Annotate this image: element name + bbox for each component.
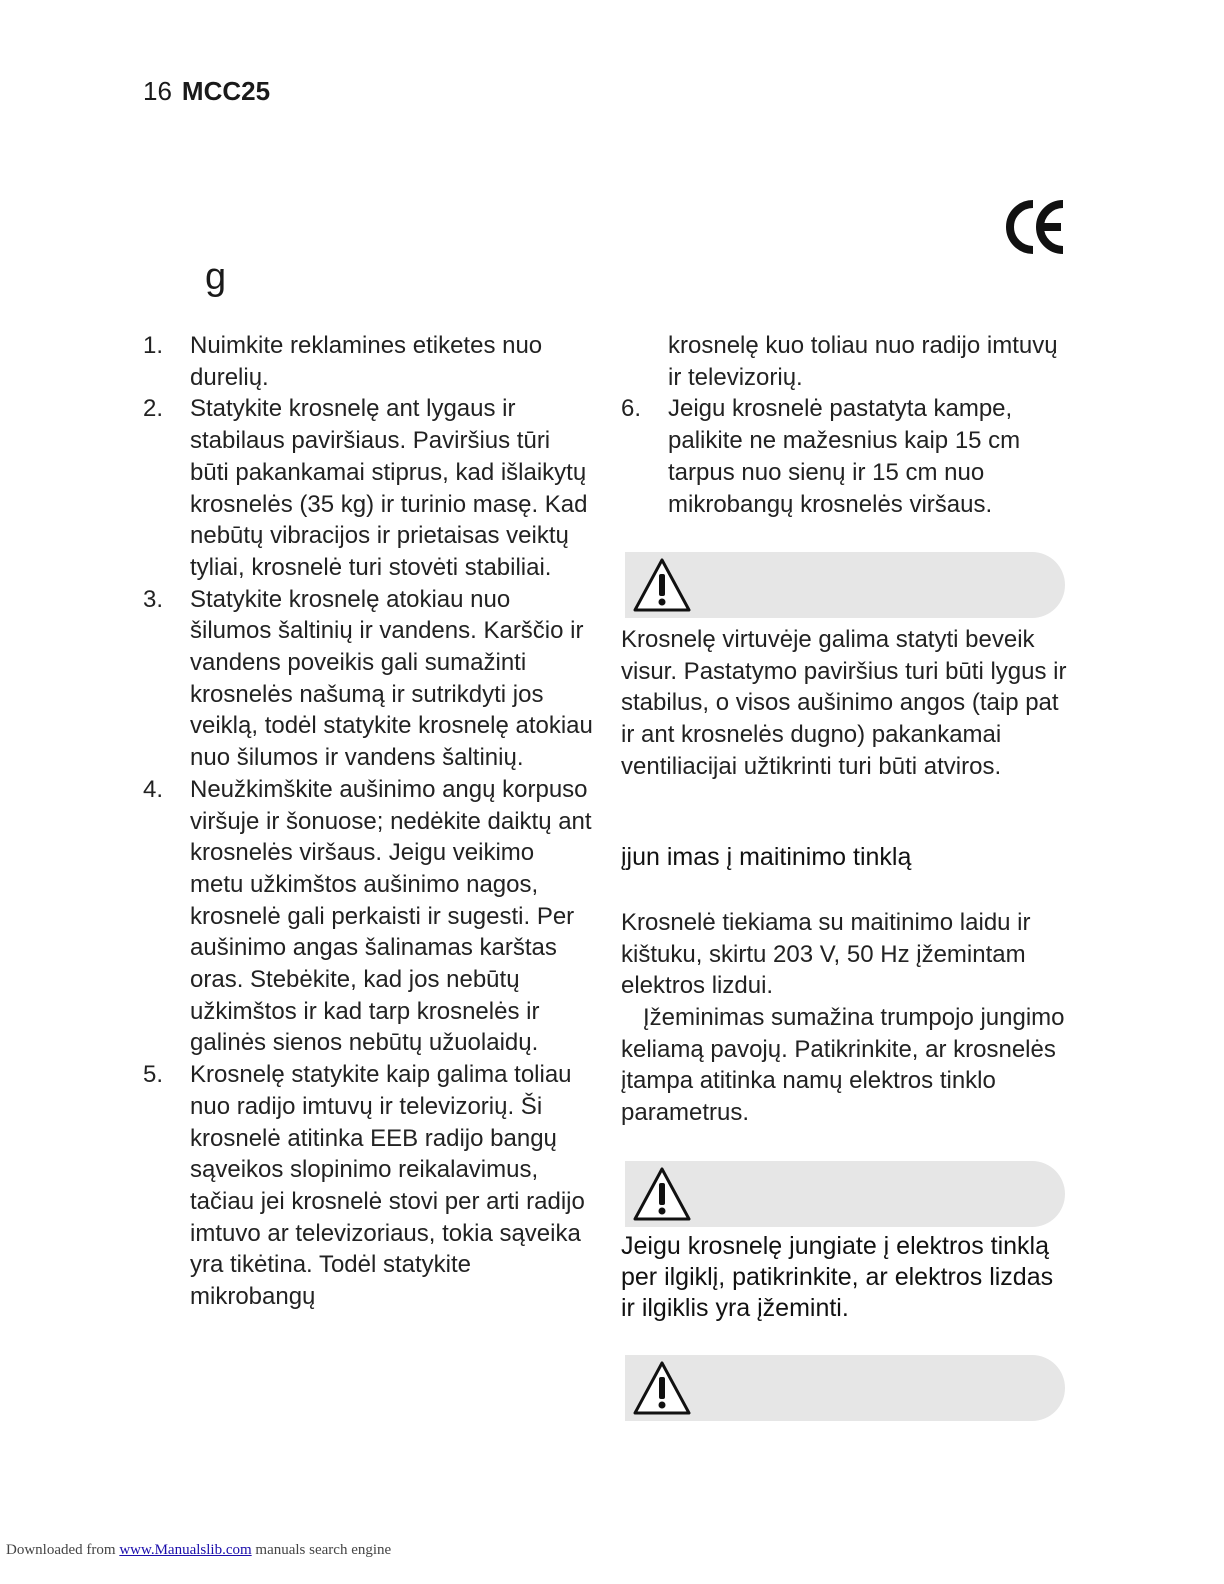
warning-banner [625, 1355, 1065, 1421]
warning-triangle-icon [631, 1165, 693, 1223]
list-item: 2. Statykite krosnelę ant lygaus ir stabilaus paviršiaus. Paviršius tūri būti pakankamai stiprus, kad išlaikytų krosnelės (35 kg) ir turinio masę. Kad nebūtų vibracijos ir prietaisas veiktų tyliai, krosnelė turi stovėti stabiliai. [143, 395, 588, 581]
model-name: MCC25 [181, 76, 271, 106]
power-paragraph: Krosnelė tiekiama su maitinimo laidu ir kištuku, skirtu 203 V, 50 Hz įžemintam elektros lizdui. [621, 909, 1031, 1000]
page-header [143, 76, 270, 107]
section-letter: g [205, 256, 227, 298]
list-item: 5. Krosnelę statykite kaip galima toliau nuo radijo imtuvų ir televizorių. Ši krosnelė atitinka EEB radijo bangų sąveikos slopinimo reikalavimus, tačiau jei krosnelė stovi per arti radijo imtuvo ar televizoriaus, tokia sąveika yra tikėtina. Todėl statykite mikrobangų [143, 1061, 585, 1311]
list-item: 6. Jeigu krosnelė pastatyta kampe, palikite ne mažesnius kaip 15 cm tarpus nuo sienų ir 15 cm nuo mikrobangų krosnelės viršaus. [621, 395, 1021, 518]
download-footer: Downloaded from www.Manualslib.com manuals search engine [6, 1542, 392, 1558]
warning-triangle-icon [631, 556, 693, 614]
warning-banner [625, 1161, 1065, 1227]
grounding-paragraph: Įžeminimas sumažina trumpojo jungimo keliamą pavojų. Patikrinkite, ar krosnelės įtampa atitinka namų elektros tinklo parametrus. [621, 1004, 1065, 1127]
extension-cord-warning: Jeigu krosnelę jungiate į elektros tinklą per ilgiklį, patikrinkite, ar elektros lizdas ir ilgiklis yra įžeminti. [621, 1232, 1054, 1322]
installation-list-left [143, 330, 593, 1313]
list-item: 3. Statykite krosnelę atokiau nuo šilumos šaltinių ir vandens. Karščio ir vandens poveikis gali sumažinti krosnelės našumą ir sutrikdyti jos veiklą, todėl statykite krosnelę atokiau nuo šilumos ir vandens šaltinių. [143, 585, 593, 772]
item5-continuation: krosnelę kuo toliau nuo radijo imtuvų ir televizorių. [668, 332, 1058, 391]
list-item: 1. Nuimkite reklamines etiketes nuo durelių. [143, 332, 543, 391]
ce-mark-icon [1005, 198, 1067, 256]
page-number: 16 [143, 76, 172, 106]
manualslib-link[interactable]: www.Manualslib.com [119, 1542, 252, 1558]
installation-list-right [621, 330, 1071, 520]
section-heading: įjun imas į maitinimo tinklą [621, 843, 912, 871]
warning-triangle-icon [631, 1359, 693, 1417]
placement-paragraph: Krosnelę virtuvėje galima statyti beveik visur. Pastatymo paviršius turi būti lygus ir stabilus, o visos aušinimo angos (taip pat ir ant krosnelės dugno) pakankamai ventiliacijai užtikrinti turi būti atviros. [621, 626, 1067, 780]
instruction-list [143, 330, 593, 1313]
list-item: 4. Neužkimškite aušinimo angų korpuso viršuje ir šonuose; nedėkite daiktų ant krosnelės viršaus. Jeigu veikimo metu užkimštos aušinimo nagos, krosnelė gali perkaisti ir sugesti. Per aušinimo angas šalinamas karštas oras. Stebėkite, kad jos nebūtų užkimštos ir kad tarp krosnelės ir galinės sienos nebūtų užuolaidų. [143, 775, 592, 1057]
warning-banner [625, 552, 1065, 618]
